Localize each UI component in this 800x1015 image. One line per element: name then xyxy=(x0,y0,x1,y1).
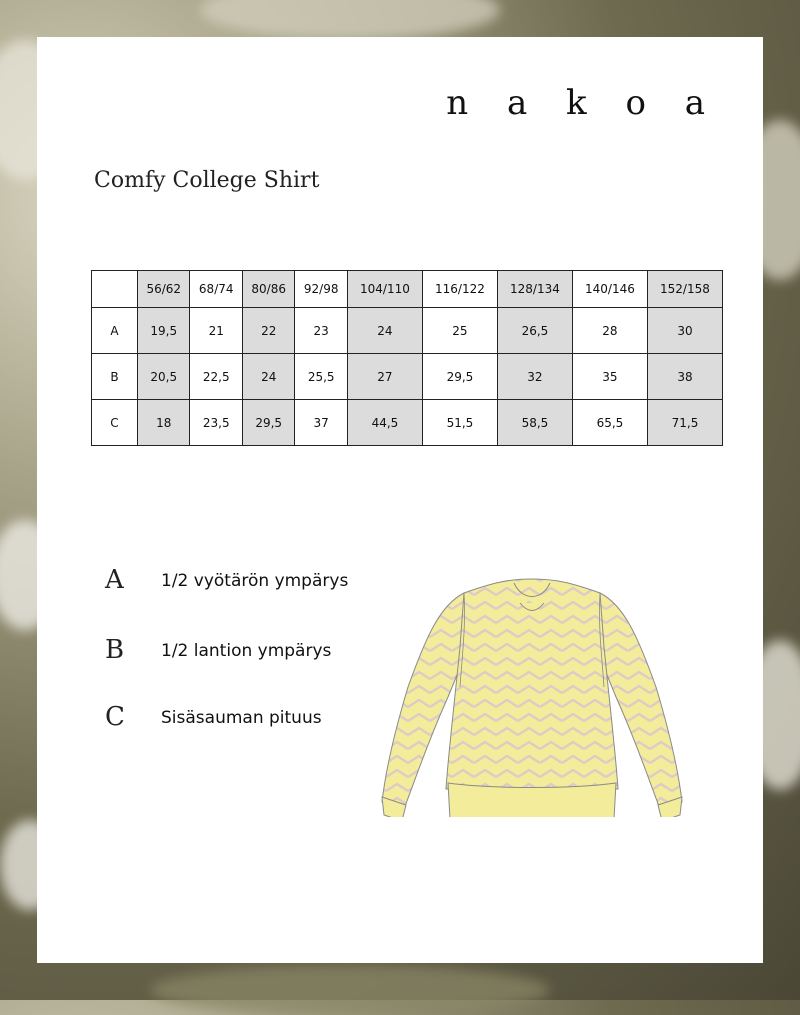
size-header: 68/74 xyxy=(190,271,242,308)
table-row xyxy=(92,400,723,446)
table-cell: 28 xyxy=(572,308,647,354)
table-cell: 65,5 xyxy=(572,400,647,446)
table-cell: 22,5 xyxy=(190,354,242,400)
table-cell: 58,5 xyxy=(497,400,572,446)
size-header: 104/110 xyxy=(347,271,422,308)
table-cell: 20,5 xyxy=(138,354,190,400)
size-header: 140/146 xyxy=(572,271,647,308)
size-chart-card xyxy=(37,37,763,963)
table-cell: 38 xyxy=(647,354,722,400)
size-header-row xyxy=(92,271,723,308)
product-title: Comfy College Shirt xyxy=(94,168,320,193)
size-header: 56/62 xyxy=(138,271,190,308)
table-cell: 19,5 xyxy=(138,308,190,354)
table-row xyxy=(92,308,723,354)
corner-cell xyxy=(92,271,138,308)
row-label: A xyxy=(92,308,138,354)
table-cell: 37 xyxy=(295,400,347,446)
table-cell: 23,5 xyxy=(190,400,242,446)
table-cell: 32 xyxy=(497,354,572,400)
size-header: 152/158 xyxy=(647,271,722,308)
size-header: 128/134 xyxy=(497,271,572,308)
row-label: B xyxy=(92,354,138,400)
table-cell: 18 xyxy=(138,400,190,446)
table-cell: 51,5 xyxy=(422,400,497,446)
table-row xyxy=(92,354,723,400)
legend-letter: A xyxy=(105,565,124,595)
table-cell: 35 xyxy=(572,354,647,400)
table-cell: 29,5 xyxy=(422,354,497,400)
size-header: 116/122 xyxy=(422,271,497,308)
legend-text: 1/2 vyötärön ympärys xyxy=(161,571,349,591)
table-cell: 24 xyxy=(242,354,294,400)
table-cell: 23 xyxy=(295,308,347,354)
legend-text: Sisäsauman pituus xyxy=(161,708,322,728)
table-cell: 25,5 xyxy=(295,354,347,400)
table-cell: 22 xyxy=(242,308,294,354)
legend-letter: C xyxy=(105,702,125,732)
legend-text: 1/2 lantion ympärys xyxy=(161,641,332,661)
size-table xyxy=(91,270,723,446)
size-header: 80/86 xyxy=(242,271,294,308)
table-cell: 27 xyxy=(347,354,422,400)
row-label: C xyxy=(92,400,138,446)
table-cell: 26,5 xyxy=(497,308,572,354)
legend-letter: B xyxy=(105,635,125,665)
table-cell: 24 xyxy=(347,308,422,354)
table-cell: 30 xyxy=(647,308,722,354)
table-cell: 71,5 xyxy=(647,400,722,446)
table-cell: 25 xyxy=(422,308,497,354)
sweatshirt-illustration-icon xyxy=(342,557,702,821)
table-cell: 44,5 xyxy=(347,400,422,446)
brand-logo: n a k o a xyxy=(446,83,719,123)
table-cell: 29,5 xyxy=(242,400,294,446)
table-cell: 21 xyxy=(190,308,242,354)
size-header: 92/98 xyxy=(295,271,347,308)
